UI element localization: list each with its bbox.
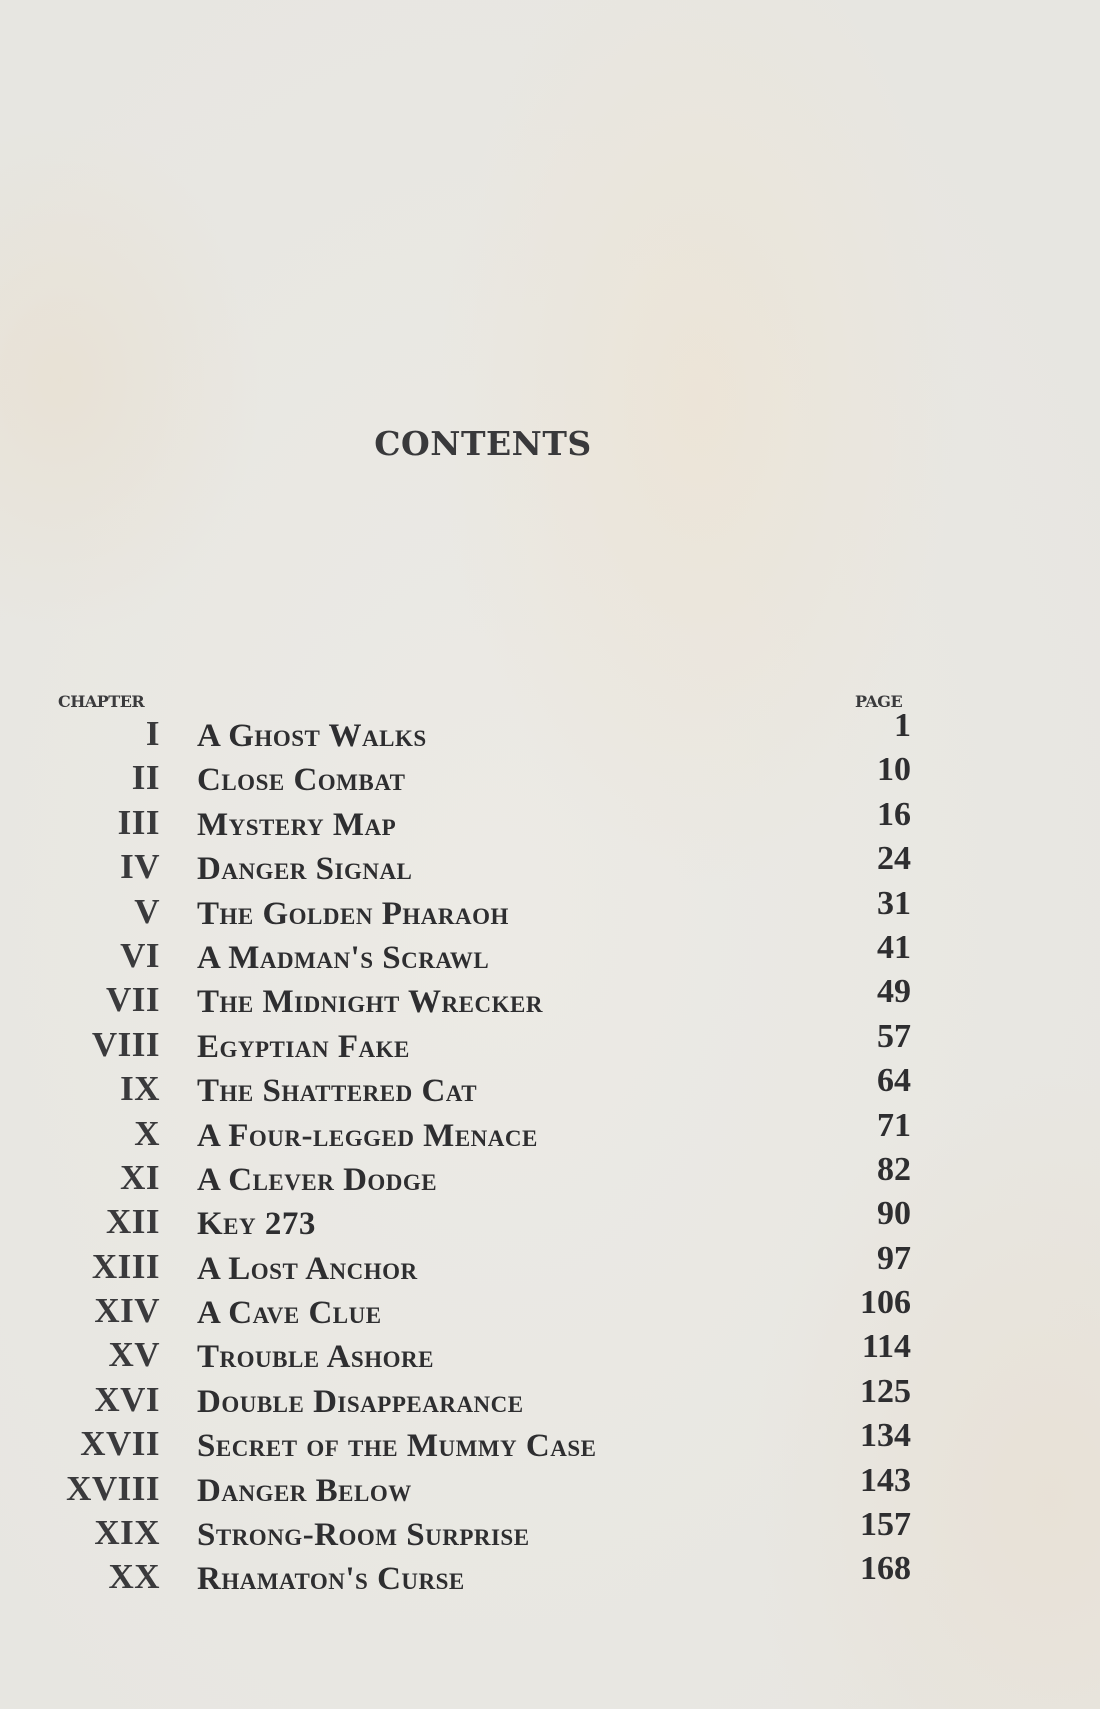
page-number: 134 [860,1417,911,1455]
chapter-title: A Madman's Scrawl [197,939,490,976]
toc-entry [0,1239,1100,1289]
chapter-title: Egyptian Fake [197,1028,410,1065]
chapter-number: VIII [91,1024,160,1064]
chapter-number: III [117,802,160,842]
chapter-number: I [145,714,160,753]
toc-entry [0,1417,1100,1466]
toc-entry [0,1372,1100,1422]
page-number: 10 [877,751,911,789]
chapter-number: IV [120,847,160,887]
chapter-number: VI [120,935,160,975]
toc-entry [0,1461,1100,1511]
page-number: 125 [860,1372,911,1410]
toc-entry [0,1106,1100,1156]
toc-entry [0,1506,1100,1555]
chapter-title: The Golden Pharaoh [197,895,509,932]
page-number: 24 [877,840,911,878]
chapter-title: A Lost Anchor [197,1250,418,1287]
toc-entry [0,1017,1100,1067]
chapter-number: XV [108,1335,160,1375]
chapter-title: A Clever Dodge [197,1161,438,1198]
toc-entry [0,1550,1100,1599]
chapter-title: The Shattered Cat [197,1073,478,1110]
page-number: 168 [860,1550,911,1588]
chapter-title: Secret of the Mummy Case [197,1428,597,1465]
page-number: 143 [860,1461,911,1499]
toc-entry [0,707,1100,756]
page-number: 114 [861,1328,911,1366]
toc-entry [0,973,1100,1022]
chapter-title: A Cave Clue [197,1295,382,1332]
page-number: 64 [877,1062,911,1100]
chapter-number: V [134,891,160,931]
page-title: CONTENTS [374,424,592,463]
page-column-header: PAGE [855,692,903,711]
page-number: 90 [877,1195,911,1233]
chapter-title: The Midnight Wrecker [197,984,543,1021]
chapter-title: Danger Below [197,1472,412,1509]
page-number: 1 [894,707,911,744]
page-number: 57 [877,1017,911,1055]
toc-entry [0,928,1100,978]
toc-entry [0,1150,1100,1200]
page-number: 31 [877,884,911,922]
chapter-title: Double Disappearance [197,1383,524,1420]
page-number: 49 [877,973,911,1011]
chapter-number: XVIII [66,1468,160,1508]
chapter-number: XI [120,1157,160,1197]
toc-entry [0,751,1100,800]
toc-entry [0,1195,1100,1244]
toc-entry [0,795,1100,845]
chapter-number: XVII [80,1424,160,1464]
chapter-number: VII [105,980,160,1020]
chapter-number: XIV [94,1291,160,1331]
chapter-title: Close Combat [197,762,406,799]
page-number: 97 [877,1239,911,1277]
chapter-number: X [134,1113,160,1153]
chapter-number: XIII [91,1246,160,1286]
chapter-number: IX [120,1069,160,1109]
chapter-number: XVI [94,1379,160,1419]
page-number: 71 [877,1106,911,1144]
page-number: 157 [860,1506,911,1544]
chapter-title: Key 273 [197,1206,316,1243]
chapter-title: A Four-legged Menace [197,1117,538,1154]
chapter-title: Danger Signal [197,851,413,888]
chapter-number: XIX [94,1513,160,1553]
chapter-title: Trouble Ashore [197,1339,434,1376]
page-number: 82 [877,1150,911,1188]
toc-entry [0,1328,1100,1377]
chapter-number: XII [105,1202,160,1242]
chapter-title: A Ghost Walks [197,718,427,754]
page-number: 106 [860,1284,911,1322]
chapter-title: Mystery Map [197,806,397,843]
chapter-title: Strong-Room Surprise [197,1517,530,1554]
chapter-column-header: CHAPTER [58,692,145,711]
toc-entry [0,1284,1100,1333]
chapter-number: XX [108,1557,160,1597]
chapter-number: II [131,758,160,798]
toc-entry [0,884,1100,934]
page-number: 16 [877,795,911,833]
toc-entry [0,1062,1100,1111]
chapter-title: Rhamaton's Curse [197,1561,465,1598]
page-number: 41 [877,928,911,966]
table-of-contents [0,707,1100,1600]
toc-entry [0,840,1100,889]
